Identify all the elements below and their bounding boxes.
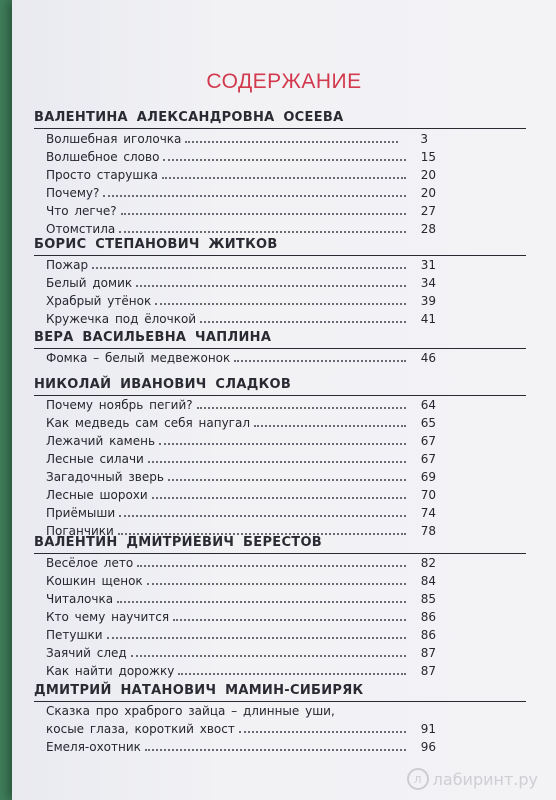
toc-entry: Волшебная иголочка 3 (46, 132, 428, 146)
toc-entry: Просто старушка 20 (46, 168, 436, 182)
watermark-text: лабиринт.ру (432, 769, 538, 789)
author-heading: НИКОЛАЙ ИВАНОВИЧ СЛАДКОВ (34, 377, 526, 396)
author-heading: ВАЛЕНТИН ДМИТРИЕВИЧ БЕРЕСТОВ (34, 535, 526, 554)
toc-entry: Что легче? 27 (46, 204, 436, 218)
toc-entry: Читалочка 85 (46, 592, 436, 606)
author-heading: ДМИТРИЙ НАТАНОВИЧ МАМИН-СИБИРЯК (34, 683, 526, 702)
toc-entry: Кружечка под ёлочкой 41 (46, 312, 436, 326)
toc-entry: Емеля-охотник 96 (46, 740, 436, 754)
toc-entry: Петушки 86 (46, 628, 436, 642)
author-heading: БОРИС СТЕПАНОВИЧ ЖИТКОВ (34, 237, 526, 256)
toc-entry: Почему ноябрь пегий? 64 (46, 398, 436, 412)
toc-entry: Лесные силачи 67 (46, 452, 436, 466)
author-heading: ВАЛЕНТИНА АЛЕКСАНДРОВНА ОСЕЕВА (34, 110, 526, 129)
toc-entry: Как найти дорожку 87 (46, 664, 436, 678)
toc-entry: Почему? 20 (46, 186, 436, 200)
toc-entry: Фомка – белый медвежонок 46 (46, 351, 436, 365)
watermark (407, 768, 538, 790)
toc-entry: косые глаза, короткий хвост 91 (46, 722, 436, 736)
toc-entry: Лежачий камень 67 (46, 434, 436, 448)
toc-entry: Кто чему научится 86 (46, 610, 436, 624)
toc-entry: Сказка про храброго зайца – длинные уши, (46, 704, 335, 718)
toc-entry: Волшебное слово 15 (46, 150, 436, 164)
toc-entry: Приёмыши 74 (46, 506, 436, 520)
toc-entry: Кошкин щенок 84 (46, 574, 436, 588)
toc-entry: Как медведь сам себя напугал 65 (46, 416, 436, 430)
labirint-logo-icon: л (407, 768, 429, 790)
toc-entry: Загадочный зверь 69 (46, 470, 436, 484)
toc-entry: Заячий след 87 (46, 646, 436, 660)
page-title: СОДЕРЖАНИЕ (206, 70, 362, 93)
toc-entry: Пожар 31 (46, 258, 436, 272)
toc-entry: Поганчики 78 (46, 524, 436, 538)
toc-entry: Отомстила 28 (46, 222, 436, 236)
book-page (12, 0, 556, 800)
author-heading: ВЕРА ВАСИЛЬЕВНА ЧАПЛИНА (34, 330, 526, 349)
toc-entry: Белый домик 34 (46, 276, 436, 290)
toc-entry: Весёлое лето 82 (46, 556, 436, 570)
toc-entry: Лесные шорохи 70 (46, 488, 436, 502)
toc-entry: Храбрый утёнок 39 (46, 294, 436, 308)
